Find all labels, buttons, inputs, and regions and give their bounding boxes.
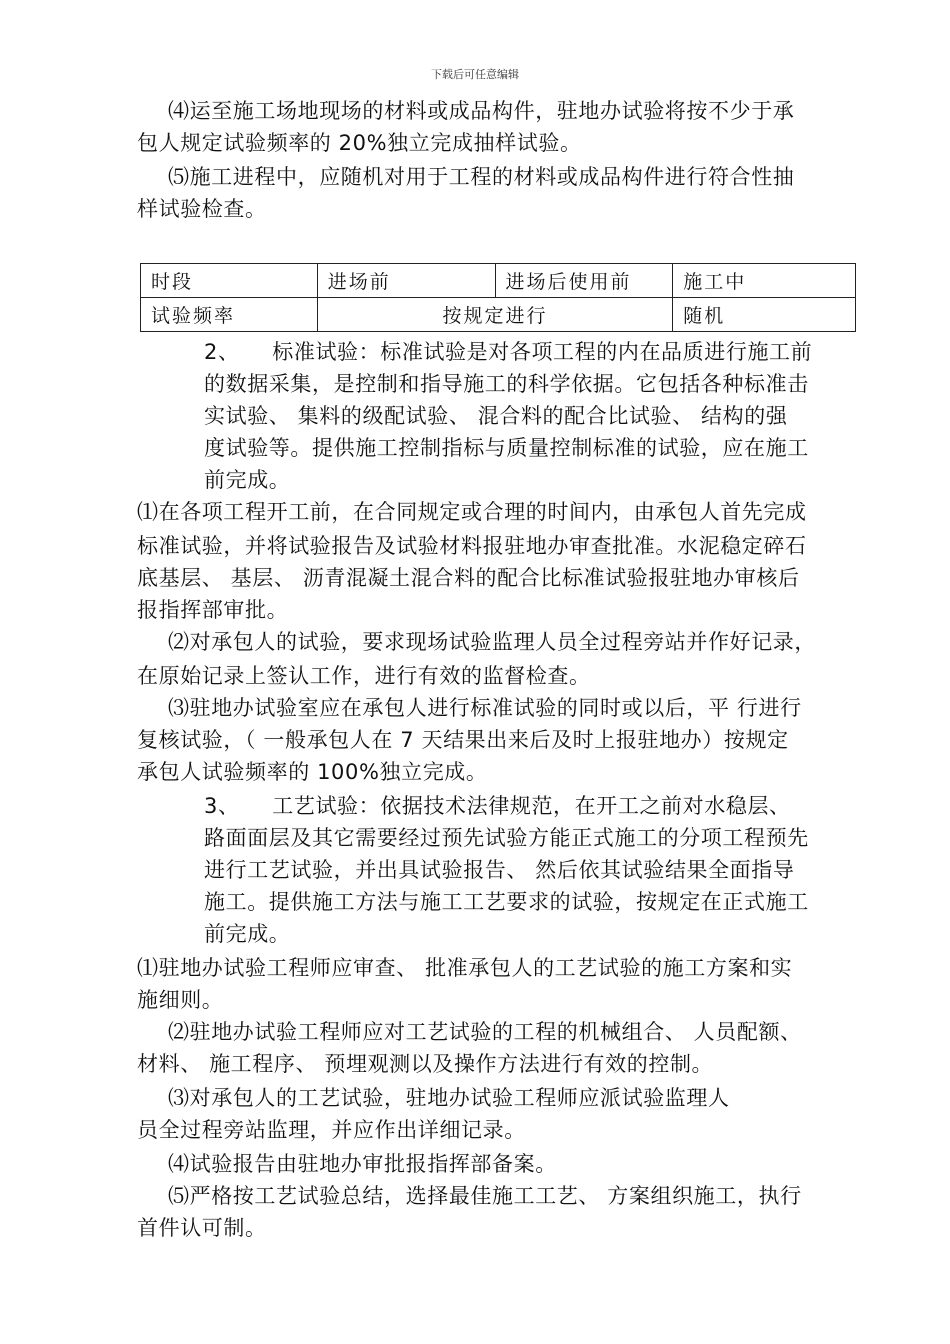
section-3-line: 前完成。 xyxy=(204,922,291,946)
table-cell: 进场前 xyxy=(317,264,495,298)
s2-item-1-line: ⑴在各项工程开工前，在合同规定或合理的时间内，由承包人首先完成 xyxy=(137,500,807,524)
s3-item-3-line: 员全过程旁站监理，并应作出详细记录。 xyxy=(137,1118,526,1142)
section-2-line: 实试验、 集料的级配试验、 混合料的配合比试验、 结构的强 xyxy=(204,404,788,428)
table-cell: 进场后使用前 xyxy=(495,264,673,298)
s2-item-1-line: 标准试验，并将试验报告及试验材料报驻地办审查批准。水泥稳定碎石 xyxy=(137,534,807,558)
section-3-heading: 3、 工艺试验：依据技术法律规范，在开工之前对水稳层、 xyxy=(204,794,791,818)
section-2-heading: 2、 标准试验：标准试验是对各项工程的内在品质进行施工前 xyxy=(204,340,813,364)
table-cell-merged: 按规定进行 xyxy=(317,298,673,332)
section-2-line: 的数据采集，是控制和指导施工的科学依据。它包括各种标准击 xyxy=(204,372,809,396)
s3-item-4-line: ⑷试验报告由驻地办审批报指挥部备案。 xyxy=(168,1152,557,1176)
para-5-line-1: ⑸施工进程中，应随机对用于工程的材料或成品构件进行符合性抽 xyxy=(168,165,795,189)
table-row xyxy=(141,264,856,298)
s3-item-2-line: ⑵驻地办试验工程师应对工艺试验的工程的机械组合、 人员配额、 xyxy=(168,1020,802,1044)
page-header: 下载后可任意编辑 xyxy=(431,68,519,81)
s2-item-2-line: 在原始记录上签认工作，进行有效的监督检查。 xyxy=(137,664,591,688)
table-cell: 随机 xyxy=(673,298,856,332)
para-5-line-2: 样试验检查。 xyxy=(137,197,267,221)
section-2-line: 前完成。 xyxy=(204,468,291,492)
table-cell: 试验频率 xyxy=(141,298,318,332)
s2-item-3-line: ⑶驻地办试验室应在承包人进行标准试验的同时或以后，平 行进行 xyxy=(168,696,802,720)
test-frequency-table xyxy=(140,263,856,332)
s2-item-3-line: 复核试验，（ 一般承包人在 7 天结果出来后及时上报驻地办）按规定 xyxy=(137,728,789,752)
s3-item-3-line: ⑶对承包人的工艺试验，驻地办试验工程师应派试验监理人 xyxy=(168,1086,730,1110)
table-row xyxy=(141,298,856,332)
s2-item-2-line: ⑵对承包人的试验，要求现场试验监理人员全过程旁站并作好记录， xyxy=(168,630,816,654)
s3-item-5-line: 首件认可制。 xyxy=(137,1216,267,1240)
s3-item-1-line: 施细则。 xyxy=(137,988,224,1012)
para-4-line-2: 包人规定试验频率的 20%独立完成抽样试验。 xyxy=(137,131,582,155)
section-3-line: 路面面层及其它需要经过预先试验方能正式施工的分项工程预先 xyxy=(204,826,809,850)
table-cell: 时段 xyxy=(141,264,318,298)
para-4-line-1: ⑷运至施工场地现场的材料或成品构件，驻地办试验将按不少于承 xyxy=(168,99,795,123)
s2-item-1-line: 报指挥部审批。 xyxy=(137,598,289,622)
section-3-line: 进行工艺试验，并出具试验报告、 然后依其试验结果全面指导 xyxy=(204,858,795,882)
section-3-line: 施工。提供施工方法与施工工艺要求的试验，按规定在正式施工 xyxy=(204,890,809,914)
s3-item-1-line: ⑴驻地办试验工程师应审查、 批准承包人的工艺试验的施工方案和实 xyxy=(137,956,793,980)
s2-item-1-line: 底基层、 基层、 沥青混凝土混合料的配合比标准试验报驻地办审核后 xyxy=(137,566,800,590)
s2-item-3-line: 承包人试验频率的 100%独立完成。 xyxy=(137,760,488,784)
section-2-line: 度试验等。提供施工控制指标与质量控制标准的试验，应在施工 xyxy=(204,436,809,460)
s3-item-2-line: 材料、 施工程序、 预埋观测以及操作方法进行有效的控制。 xyxy=(137,1052,714,1076)
table-cell: 施工中 xyxy=(673,264,856,298)
s3-item-5-line: ⑸严格按工艺试验总结，选择最佳施工工艺、 方案组织施工，执行 xyxy=(168,1184,802,1208)
